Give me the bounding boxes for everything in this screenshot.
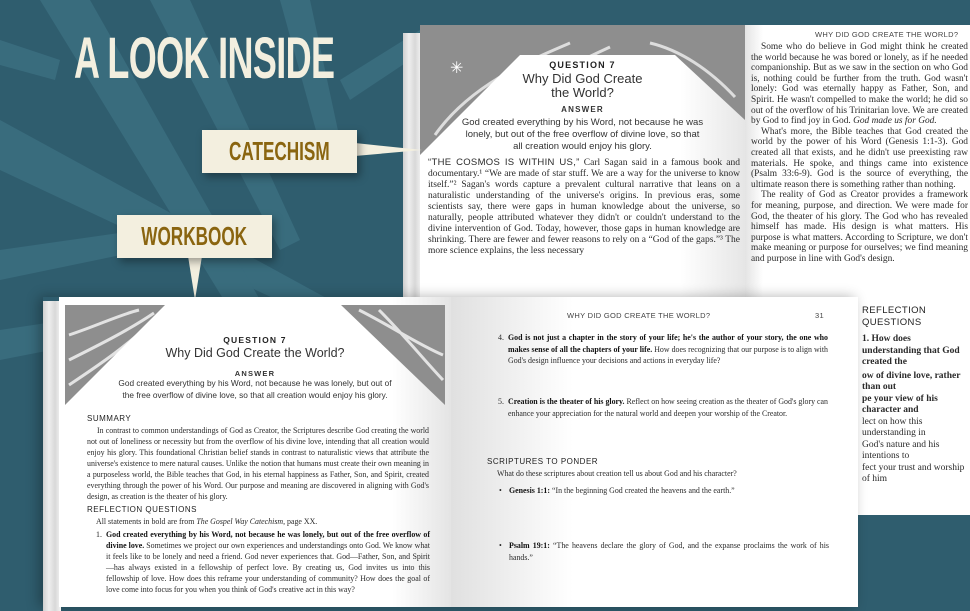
question-text: How does recognizing that our purpose is to align with God's design influence your decisions and actions in everyday life?	[508, 344, 828, 366]
question-1	[96, 529, 430, 595]
catechism-label-text: CATECHISM	[229, 136, 330, 166]
workbook-right-page	[451, 297, 858, 607]
answer-label: ANSWER	[561, 105, 604, 114]
fragment: pe your view of his character and	[862, 393, 938, 415]
fragment: ow of divine love, rather than out	[862, 370, 961, 392]
workbook-label-text: WORKBOOK	[141, 221, 248, 251]
answer-line1: God created everything by his Word, not because he was lonely, but out of	[118, 378, 392, 388]
question-text: Sometimes we project our own experiences and understandings onto God. We know what it feels like to be lonely and need a friend. God never experiences that. God—Father, Son, and Spirit—has always existed in a fellowship of perfect love. By creating us, God invites us into this fellowship of love. How does this reframe your understanding of community? How does the goal of love come into focus for you when you think of God's creative act in this way?	[106, 541, 430, 594]
question-number: 4.	[498, 333, 504, 342]
catechism-pointer	[355, 143, 422, 156]
scriptures-prompt: What do these scriptures about creation tell us about God and his character?	[497, 469, 737, 478]
paragraph-end: God made us for God.	[853, 116, 937, 127]
reflection-heading: REFLECTION QUESTIONS	[862, 305, 927, 328]
note-text: All statements in bold are from	[96, 517, 197, 526]
question-kicker: QUESTION 7	[549, 60, 616, 70]
workbook-pointer	[188, 256, 202, 300]
verse-text: “The heavens declare the glory of God, and the expanse proclaims the work of his hands.”	[509, 541, 829, 562]
reflection-heading: REFLECTION QUESTIONS	[87, 505, 198, 514]
verse-genesis	[499, 485, 829, 497]
fragment: fect your trust and worship of him	[862, 462, 965, 484]
star-icon: ✳	[450, 58, 464, 77]
running-head: WHY DID GOD CREATE THE WORLD?	[815, 30, 959, 39]
question-4	[498, 332, 828, 367]
note-suffix: , page XX.	[283, 517, 318, 526]
question-bold: God created everything by his Word, not because he was lonely, but out of the free overflow of divine love.	[106, 530, 430, 550]
question-number: 1.	[862, 334, 870, 344]
question-text: How does understanding that God created the	[862, 334, 960, 367]
fragment: God's nature and his intentions to	[862, 439, 940, 461]
bullet: •	[499, 541, 502, 550]
workbook-left-page	[59, 297, 451, 607]
bold-note	[96, 516, 317, 527]
question-5	[498, 396, 828, 419]
question-title-line1: Why Did God Create	[522, 71, 643, 86]
workbook-label	[117, 215, 272, 258]
body-lead: “THE COSMOS IS WITHIN US,”	[428, 157, 580, 168]
answer-line2: the free overflow of divine love, so that all creation would enjoy his glory.	[122, 389, 388, 400]
summary-heading: SUMMARY	[87, 414, 132, 423]
verse-psalm	[499, 540, 829, 563]
verse-ref: Psalm 19:1:	[509, 541, 550, 550]
running-head: WHY DID GOD CREATE THE WORLD?	[567, 311, 711, 320]
answer-text: God created everything by his Word, not because he was lonely, but out of the free overflow of divine love, so that all creation would enjoy his glory.	[461, 117, 704, 152]
question-text: Reflect on how seeing creation as the theater of God's glory can enhance your appreciation for the natural world and deepen your worship of the Creator.	[508, 397, 828, 418]
question-bold: God is not just a chapter in the story of your life; he's the author of your story, the one who makes sense of all the chapters of your life.	[508, 333, 828, 354]
fragment: lect on how this understanding in	[862, 416, 926, 438]
book-title: The Gospel Way Catechism	[196, 517, 284, 526]
question-bold: Creation is the theater of his glory.	[508, 397, 625, 406]
answer-label: ANSWER	[234, 369, 276, 378]
paragraph: The reality of God as Creator provides a framework for meaning, purpose, and direction. We were made for God, the theater of his glory. The God who has revealed himself has made. His design is what matters. His purpose is what matters. According to Scripture, we don't make meaning or purpose for ourselves; we find meaning and purpose in line with God's design.	[751, 190, 968, 264]
catechism-label	[202, 130, 357, 173]
paragraph: What's more, the Bible teaches that God created the world by the power of his Word (Genesis 1:1-3). God created all that exists, and he didn't use preexisting raw materials. He spoke, and things came into existence (Psalm 33:6-9). God is the source of everything, the ultimate reason there is something rather than nothing.	[751, 126, 968, 190]
question-number: 5.	[498, 397, 504, 406]
question-number: 1.	[96, 530, 102, 539]
verse-text: “In the beginning God created the heavens and the earth.”	[549, 486, 735, 495]
question-kicker: QUESTION 7	[223, 335, 287, 345]
bullet: •	[499, 486, 502, 495]
page-number: 31	[815, 311, 824, 320]
scriptures-heading: SCRIPTURES TO PONDER	[487, 457, 599, 466]
question-title-line2: the World?	[551, 85, 614, 100]
verse-ref: Genesis 1:1:	[509, 486, 550, 495]
body-paragraph: Carl Sagan said in a famous book and documentary.¹ “We are made of star stuff. We are a way for the universe to know itself.”² Sagan's words capture a prevalent cultural narrative that leans on a naturalistic understanding of the universe's origins. In previous eras, some scientists say, there were gaps in human knowledge about the universe, so naturally, people attributed whatever they didn't or couldn't understand to the divine intervention of God. Today, however, those gaps in human knowledge are shrinking. There are fewer and fewer reasons to rely on a “God of the gaps.”³ The more science explains, the less necessary	[428, 158, 740, 256]
headline: A LOOK INSIDE	[74, 26, 335, 91]
paragraph: Some who do believe in God might think he created the world because he was bored or lonely, as if he needed companionship. But as we saw in the section on who God is, nothing could be further from the truth. God wasn't lonely: God was eternally happy as Father, Son, and Spirit. He wasn't compelled to make the world; he did so out of the overflow of his Trinitarian love. We are created by God to find joy in God.	[751, 42, 968, 127]
workbook-book	[43, 297, 858, 607]
question-title: Why Did God Create the World?	[165, 346, 345, 360]
summary-text: In contrast to common understandings of God as Creator, the Scriptures describe God creating the world not out of loneliness or necessity but from the overflow of his divine love, intending that all creation would enjoy his glory. This foundational Christian belief stands in contrast to naturalistic views that attribute the universe's existence to mere natural causes. Unlike the notion that humans must create their own meaning in a purposeless world, the Bible teaches that God, in his eternal happiness as Father, Son, and Spirit, created everything through the power of his Word. Our purpose and meaning are discovered in aligning with God's design, as creation is the theater of his glory.	[87, 426, 429, 501]
